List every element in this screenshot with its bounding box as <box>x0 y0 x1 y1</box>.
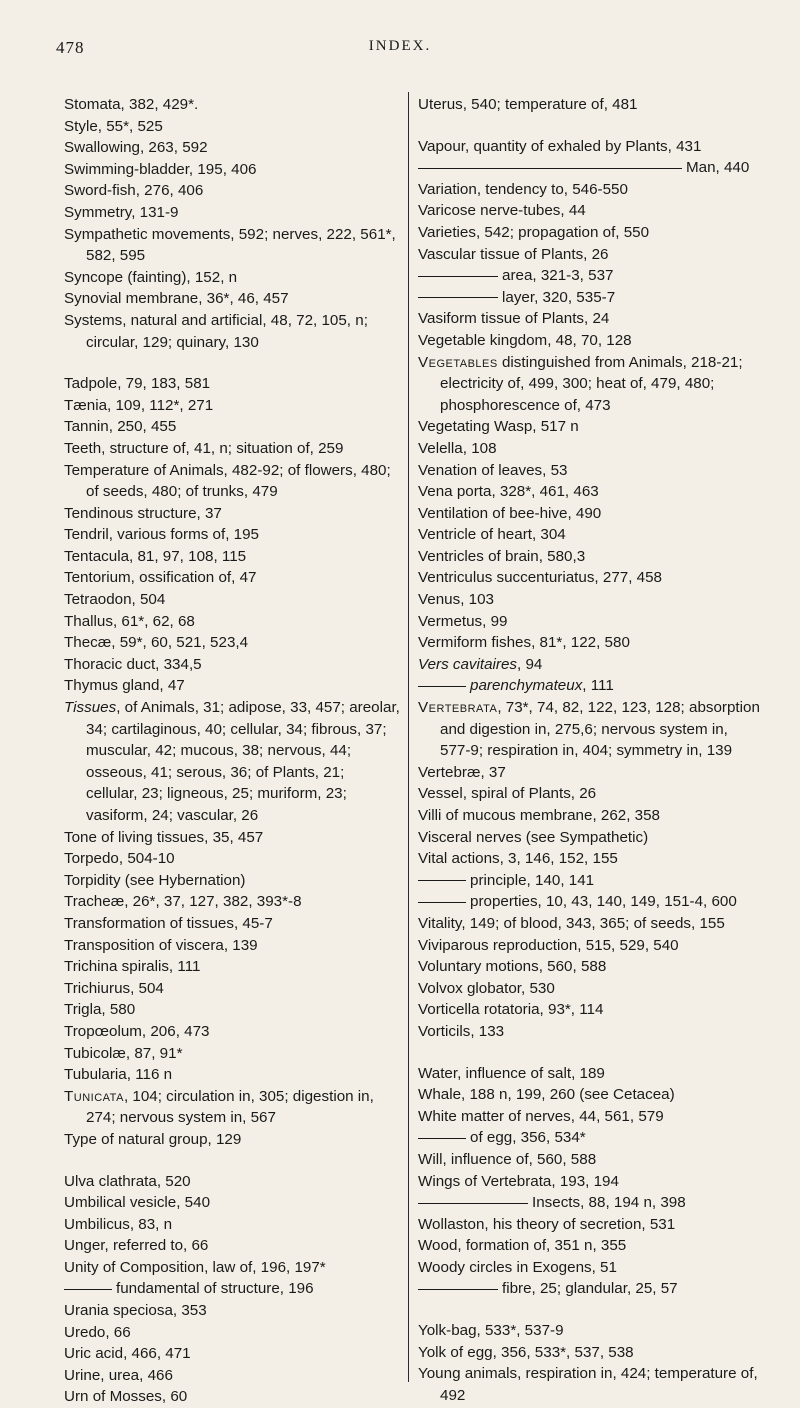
index-entry: Trichiurus, 504 <box>64 979 164 997</box>
ditto-dash <box>64 1289 112 1290</box>
index-entry: Velella, 108 <box>418 439 497 457</box>
index-entry <box>418 287 760 309</box>
index-headword: Vertebrata <box>418 699 498 717</box>
index-entry: Young animals, respiration in, 424; temperature of, 492 <box>418 1365 758 1404</box>
index-entry <box>64 1278 400 1300</box>
index-entry: Thoracic duct, 334,5 <box>64 655 202 673</box>
index-entry: Vitality, 149; of blood, 343, 365; of seeds, 155 <box>418 914 725 932</box>
ditto-dash <box>418 902 466 903</box>
index-entry: Temperature of Animals, 482-92; of flowers, 480; of seeds, 480; of trunks, 479 <box>64 461 391 501</box>
index-entry-text: , of Animals, 31; adipose, 33, 457; areolar, 34; cartilaginous, 40; cellular, 34; fibrous, 37; muscular, 42; mucous, 38; nervous, 44; osseous, 41; serous, 36; of Plants, 21; cellular, 23; ligneous, 25; muriform, 23; vasiform, 24; vascular, 26 <box>86 699 400 824</box>
index-entry: Vessel, spiral of Plants, 26 <box>418 785 597 803</box>
index-entry: Thallus, 61*, 62, 68 <box>64 612 195 630</box>
index-entry: Tropœolum, 206, 473 <box>64 1022 210 1040</box>
index-entry: Voluntary motions, 560, 588 <box>418 958 607 976</box>
index-entry-vertebrata <box>418 697 760 762</box>
ditto-dash <box>418 686 466 687</box>
page-number: 478 <box>56 38 85 57</box>
index-entry: Vermiform fishes, 81*, 122, 580 <box>418 634 630 652</box>
index-entry: Thecæ, 59*, 60, 521, 523,4 <box>64 634 249 652</box>
index-entry: Woody circles in Exogens, 51 <box>418 1258 617 1276</box>
index-entry: Tannin, 250, 455 <box>64 418 177 436</box>
index-entry: Trichina spiralis, 111 <box>64 958 201 976</box>
index-entry: Tendril, various forms of, 195 <box>64 526 259 544</box>
index-entry: Vapour, quantity of exhaled by Plants, 431 <box>418 137 702 155</box>
index-entry: Syncope (fainting), 152, n <box>64 268 238 286</box>
index-entry-text: , 94 <box>517 655 543 673</box>
index-entry: Vegetating Wasp, 517 n <box>418 418 579 436</box>
index-entry: Vorticella rotatoria, 93*, 114 <box>418 1001 604 1019</box>
index-column-right <box>418 94 760 1406</box>
index-entry: Volvox globator, 530 <box>418 979 555 997</box>
index-entry-text: , 104; circulation in, 305; digestion in, 274; nervous system in, 567 <box>86 1087 374 1127</box>
index-subentry: layer, 320, 535-7 <box>502 288 616 306</box>
index-entry-text: distinguished from Animals, 218-21; electricity of, 499, 300; heat of, 479, 480; phosphorescence of, 473 <box>440 353 743 414</box>
index-entry: Vegetable kingdom, 48, 70, 128 <box>418 331 632 349</box>
index-entry: Torpidity (see Hybernation) <box>64 871 246 889</box>
index-entry: Villi of mucous membrane, 262, 358 <box>418 807 661 824</box>
index-entry: Torpedo, 504-10 <box>64 850 175 868</box>
index-subentry: properties, 10, 43, 140, 149, 151-4, 600 <box>470 893 737 911</box>
index-entry: Yolk of egg, 356, 533*, 537, 538 <box>418 1343 634 1361</box>
index-entry: Visceral nerves (see Sympathetic) <box>418 828 649 846</box>
index-entry: Vena porta, 328*, 461, 463 <box>418 483 599 501</box>
index-entry: Vasiform tissue of Plants, 24 <box>418 310 610 328</box>
index-entry: Type of natural group, 129 <box>64 1130 242 1148</box>
index-headword: Vers cavitaires <box>418 655 518 673</box>
page-header <box>44 38 756 64</box>
index-subentry: Man, 440 <box>686 159 750 177</box>
index-entry: Vermetus, 99 <box>418 612 508 630</box>
index-subentry: Insects, 88, 194 n, 398 <box>532 1194 686 1212</box>
index-entry: Stomata, 382, 429*. <box>64 96 199 113</box>
index-entry: Ventricle of heart, 304 <box>418 526 566 544</box>
index-entry: Ventilation of bee-hive, 490 <box>418 504 602 522</box>
index-entry: Swimming-bladder, 195, 406 <box>64 160 257 178</box>
index-entry <box>418 1127 760 1149</box>
index-column-left <box>64 94 400 1408</box>
index-entry: Tetraodon, 504 <box>64 591 166 609</box>
index-entry: Tænia, 109, 112*, 271 <box>64 396 214 414</box>
index-entry: Uric acid, 466, 471 <box>64 1345 191 1363</box>
index-entry: Thymus gland, 47 <box>64 677 185 695</box>
index-entry: Varieties, 542; propagation of, 550 <box>418 223 650 241</box>
index-entry: Urn of Mosses, 60 <box>64 1388 188 1406</box>
index-entry: Transformation of tissues, 45-7 <box>64 914 273 932</box>
ditto-dash <box>418 880 466 881</box>
index-entry: Wollaston, his theory of secretion, 531 <box>418 1215 676 1233</box>
index-entry <box>418 265 760 287</box>
index-entry: Umbilical vesicle, 540 <box>64 1194 211 1212</box>
index-entry <box>418 675 760 697</box>
ditto-dash <box>418 1138 466 1139</box>
index-headword: Tunicata <box>64 1087 124 1105</box>
index-subentry: fibre, 25; glandular, 25, 57 <box>502 1280 678 1298</box>
index-entry-vers-cavitaires <box>418 654 760 676</box>
index-entry: Viviparous reproduction, 515, 529, 540 <box>418 936 679 954</box>
index-entry: Venus, 103 <box>418 591 495 609</box>
index-entry: Yolk-bag, 533*, 537-9 <box>418 1322 564 1340</box>
index-subentry: of egg, 356, 534* <box>470 1129 586 1147</box>
index-entry: Tubicolæ, 87, 91* <box>64 1044 183 1062</box>
index-entry: Trigla, 580 <box>64 1001 136 1019</box>
index-entry <box>418 1278 760 1300</box>
index-entry-tunicata <box>64 1086 400 1129</box>
ditto-dash <box>418 276 498 277</box>
running-head: INDEX. <box>368 38 432 54</box>
index-entry <box>418 870 760 892</box>
index-entry: Systems, natural and artificial, 48, 72, 105, n; circular, 129; quinary, 130 <box>64 311 368 351</box>
index-entry: Teeth, structure of, 41, n; situation of, 259 <box>64 439 344 457</box>
index-entry: Vertebræ, 37 <box>418 763 506 781</box>
index-entry: Wood, formation of, 351 n, 355 <box>418 1237 627 1255</box>
index-entry-text: , 73*, 74, 82, 122, 123, 128; absorption and digestion in, 275,6; nervous system in, 577-9; respiration in, 404; symmetry in, 139 <box>440 699 760 760</box>
index-entry: Tendinous structure, 37 <box>64 504 222 522</box>
index-entry: Water, influence of salt, 189 <box>418 1064 605 1082</box>
index-entry: Tadpole, 79, 183, 581 <box>64 375 211 393</box>
index-entry: Unger, referred to, 66 <box>64 1237 209 1255</box>
index-entry: Uredo, 66 <box>64 1323 131 1341</box>
index-entry-tissues <box>64 697 400 827</box>
index-entry: White matter of nerves, 44, 561, 579 <box>418 1107 664 1125</box>
index-entry <box>418 1192 760 1214</box>
column-divider <box>408 92 409 1382</box>
index-entry: Whale, 188 n, 199, 260 (see Cetacea) <box>418 1086 675 1104</box>
index-subentry: principle, 140, 141 <box>470 871 595 889</box>
index-entry: Umbilicus, 83, n <box>64 1215 173 1233</box>
index-entry: Swallowing, 263, 592 <box>64 139 208 157</box>
index-entry: Tubularia, 116 n <box>64 1066 173 1084</box>
ditto-dash <box>418 1289 498 1290</box>
index-entry <box>418 891 760 913</box>
index-subentry: fundamental of structure, 196 <box>116 1280 314 1298</box>
index-entry: Vorticils, 133 <box>418 1022 505 1040</box>
index-entry: Wings of Vertebrata, 193, 194 <box>418 1172 619 1190</box>
index-entry: Symmetry, 131-9 <box>64 203 179 221</box>
index-entry: Sympathetic movements, 592; nerves, 222, 561*, 582, 595 <box>64 225 396 265</box>
ditto-dash <box>418 168 682 169</box>
index-entry: Venation of leaves, 53 <box>418 461 568 479</box>
ditto-dash <box>418 297 498 298</box>
index-headword: Vegetables <box>418 353 498 371</box>
index-entry: Urania speciosa, 353 <box>64 1302 207 1320</box>
index-subentry: , 111 <box>582 677 614 695</box>
index-entry: Uterus, 540; temperature of, 481 <box>418 96 638 113</box>
index-entry: Urine, urea, 466 <box>64 1366 173 1384</box>
index-entry <box>418 157 760 179</box>
index-entry: Vascular tissue of Plants, 26 <box>418 245 609 263</box>
index-subentry-headword: parenchymateux <box>470 677 583 695</box>
index-entry: Will, influence of, 560, 588 <box>418 1150 597 1168</box>
index-entry: Transposition of viscera, 139 <box>64 936 258 954</box>
index-entry: Variation, tendency to, 546-550 <box>418 180 628 198</box>
index-subentry: area, 321-3, 537 <box>502 267 614 285</box>
index-entry: Ventriculus succenturiatus, 277, 458 <box>418 569 662 587</box>
index-entry: Tentorium, ossification of, 47 <box>64 569 257 587</box>
index-entry: Tone of living tissues, 35, 457 <box>64 828 264 846</box>
index-entry: Sword-fish, 276, 406 <box>64 182 204 200</box>
index-entry: Synovial membrane, 36*, 46, 457 <box>64 290 289 308</box>
index-entry: Ventricles of brain, 580,3 <box>418 547 586 565</box>
index-entry: Style, 55*, 525 <box>64 117 163 135</box>
index-entry-vegetables <box>418 352 760 417</box>
index-entry: Vital actions, 3, 146, 152, 155 <box>418 850 618 868</box>
index-entry: Tracheæ, 26*, 37, 127, 382, 393*-8 <box>64 893 302 911</box>
index-entry: Unity of Composition, law of, 196, 197* <box>64 1258 326 1276</box>
index-entry: Tentacula, 81, 97, 108, 115 <box>64 547 247 565</box>
index-headword: Tissues <box>64 699 117 717</box>
index-entry: Ulva clathrata, 520 <box>64 1172 191 1190</box>
index-entry: Varicose nerve-tubes, 44 <box>418 202 586 220</box>
ditto-dash <box>418 1203 528 1204</box>
